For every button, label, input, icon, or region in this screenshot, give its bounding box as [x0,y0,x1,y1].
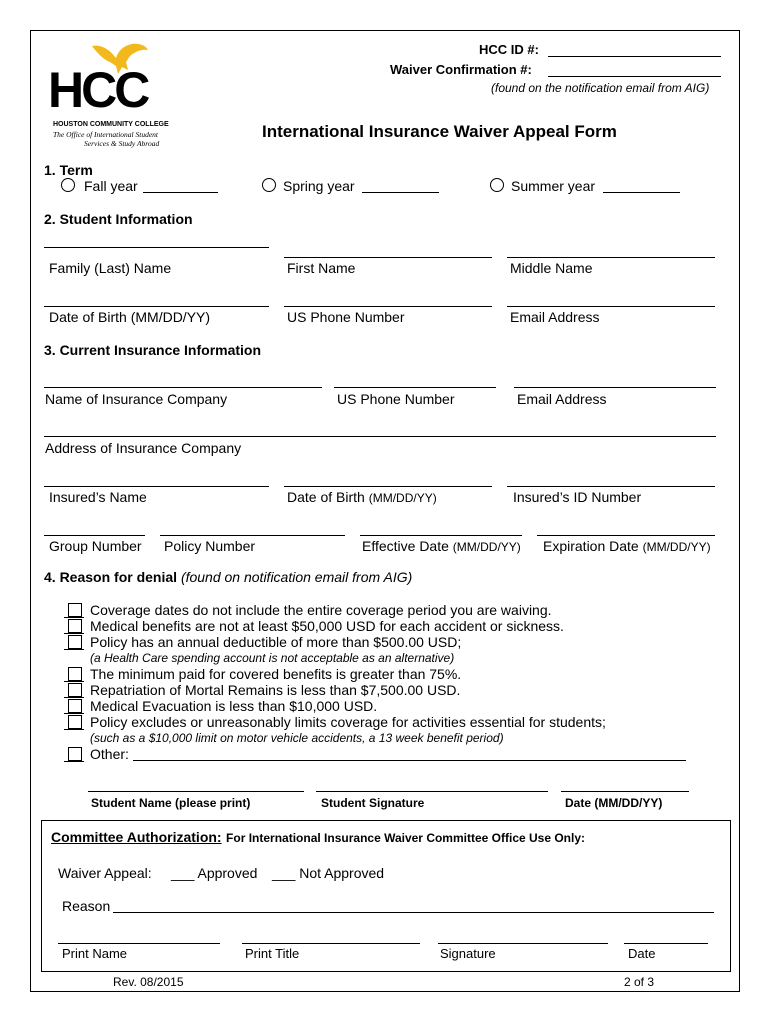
reason-checkbox-1[interactable] [68,603,82,617]
fall-radio[interactable] [61,178,75,192]
first-name-field[interactable] [284,257,492,258]
insured-id-label: Insured’s ID Number [513,489,642,505]
committee-print-name-field[interactable] [58,943,220,944]
insured-id-field[interactable] [507,486,715,487]
committee-print-title-field[interactable] [242,943,420,944]
waiver-confirmation-field[interactable] [548,76,721,77]
insured-dob-text: Date of Birth [287,489,365,505]
middle-name-field[interactable] [507,257,715,258]
committee-signature-field[interactable] [438,943,608,944]
reason-checkbox-3[interactable] [68,635,82,649]
student-info-heading: 2. Student Information [44,211,193,227]
logo-college-name: HOUSTON COMMUNITY COLLEGE [53,121,169,128]
reason-underline-6 [64,713,84,714]
student-phone-label: US Phone Number [287,309,405,325]
first-name-label: First Name [287,260,356,276]
insured-dob-label [287,489,437,505]
student-name-label: Student Name (please print) [91,796,251,810]
fall-year-field[interactable] [143,192,218,193]
group-number-field[interactable] [44,535,145,536]
print-title-label: Print Title [245,946,300,961]
student-date-label: Date (MM/DD/YY) [565,796,663,810]
reason-item-1: Coverage dates do not include the entire coverage period you are waiving. [90,602,552,618]
found-note: (found on the notification email from AIG) [491,81,710,95]
summer-label: Summer year [511,178,596,194]
effective-date-field[interactable] [360,535,522,536]
reason-underline-other [64,761,84,762]
reason-heading [44,569,412,585]
expiration-date-label [543,538,711,554]
hcc-id-field[interactable] [548,56,721,57]
reason-underline-7 [64,729,84,730]
print-name-label: Print Name [62,946,128,961]
insurance-phone-label: US Phone Number [337,391,455,407]
waiver-confirmation-label: Waiver Confirmation #: [390,62,532,77]
hcc-logo-text: HCC [48,62,148,118]
page-number: 2 of 3 [624,975,655,989]
committee-signature-label: Signature [440,946,496,961]
insurance-company-field[interactable] [44,387,322,388]
reason-checkbox-other[interactable] [68,747,82,761]
summer-radio[interactable] [490,178,504,192]
spring-radio[interactable] [262,178,276,192]
committee-heading-rest: For International Insurance Waiver Committee Office Use Only: [226,831,586,845]
policy-number-field[interactable] [160,535,345,536]
effective-date-label [362,538,521,554]
reason-label: Reason [62,898,111,914]
middle-name-label: Middle Name [510,260,593,276]
reason-item-2: Medical benefits are not at least $50,000 USD for each accident or sickness. [90,618,564,634]
insurance-company-label: Name of Insurance Company [45,391,228,407]
reason-heading-text: 4. Reason for denial [44,569,178,585]
committee-reason-field[interactable] [113,912,714,913]
insurance-phone-field[interactable] [334,387,496,388]
insurance-email-field[interactable] [514,387,716,388]
not-approved-option[interactable]: ___ Not Approved [272,865,385,881]
student-email-label: Email Address [510,309,600,325]
student-date-field[interactable] [561,791,689,792]
reason-underline-1 [64,617,84,618]
hcc-id-label: HCC ID #: [479,42,539,57]
reason-checkbox-2[interactable] [68,619,82,633]
student-signature-label: Student Signature [321,796,425,810]
summer-year-field[interactable] [603,192,680,193]
logo-office-line: The Office of International Student [53,130,158,139]
reason-underline-5 [64,697,84,698]
reason-item-4: The minimum paid for covered benefits is greater than 75%. [90,666,462,682]
reason-underline-2 [64,633,84,634]
fall-label: Fall year [84,178,138,194]
insured-dob-field[interactable] [284,486,492,487]
reason-checkbox-4[interactable] [68,667,82,681]
spring-label: Spring year [283,178,355,194]
insurance-email-label: Email Address [517,391,607,407]
insured-name-field[interactable] [44,486,269,487]
student-signature-field[interactable] [316,791,548,792]
term-heading: 1. Term [44,162,93,178]
reason-item-5: Repatriation of Mortal Remains is less than $7,500.00 USD. [90,682,461,698]
policy-number-label: Policy Number [164,538,256,554]
insurance-address-label: Address of Insurance Company [45,440,242,456]
approved-option[interactable]: ___ Approved [171,865,258,881]
reason-heading-note: (found on notification email from AIG) [180,569,413,585]
spring-year-field[interactable] [362,192,439,193]
other-reason-field[interactable] [133,760,686,761]
insurance-heading: 3. Current Insurance Information [44,342,262,358]
reason-checkbox-5[interactable] [68,683,82,697]
student-name-field[interactable] [88,791,304,792]
reason-underline-4 [64,681,84,682]
committee-heading-title: Committee Authorization: [51,829,222,845]
reason-note-2: (such as a $10,000 limit on motor vehicle accidents, a 13 week benefit period) [90,731,504,745]
waiver-appeal-label: Waiver Appeal: [58,865,152,881]
committee-date-label: Date [628,946,656,961]
reason-underline-3 [64,649,84,650]
effective-date-format: (MM/DD/YY) [452,540,521,554]
effective-date-text: Effective Date [362,538,449,554]
reason-item-3: Policy has an annual deductible of more than $500.00 USD; [90,634,462,650]
committee-date-field[interactable] [624,943,708,944]
student-dob-field[interactable] [44,306,269,307]
form-title: International Insurance Waiver Appeal Form [262,122,617,141]
insured-name-label: Insured’s Name [49,489,147,505]
student-dob-label: Date of Birth (MM/DD/YY) [49,309,211,325]
insured-dob-format: (MM/DD/YY) [368,491,437,505]
logo-services-line: Services & Study Abroad [84,139,160,148]
family-name-field[interactable] [44,247,269,248]
family-name-label: Family (Last) Name [49,260,172,276]
reason-item-other: Other: [90,746,129,762]
reason-checkbox-7[interactable] [68,715,82,729]
insurance-address-field[interactable] [44,436,716,437]
group-number-label: Group Number [49,538,142,554]
revision-label: Rev. 08/2015 [113,975,184,989]
committee-heading [51,829,585,847]
expiration-date-text: Expiration Date [543,538,639,554]
reason-checkbox-6[interactable] [68,699,82,713]
student-phone-field[interactable] [284,306,492,307]
reason-item-6: Medical Evacuation is less than $10,000 USD. [90,698,378,714]
expiration-date-field[interactable] [537,535,715,536]
reason-note-1: (a Health Care spending account is not acceptable as an alternative) [90,651,455,665]
student-email-field[interactable] [507,306,715,307]
reason-item-7: Policy excludes or unreasonably limits coverage for activities essential for students; [90,714,606,730]
expiration-date-format: (MM/DD/YY) [642,540,711,554]
